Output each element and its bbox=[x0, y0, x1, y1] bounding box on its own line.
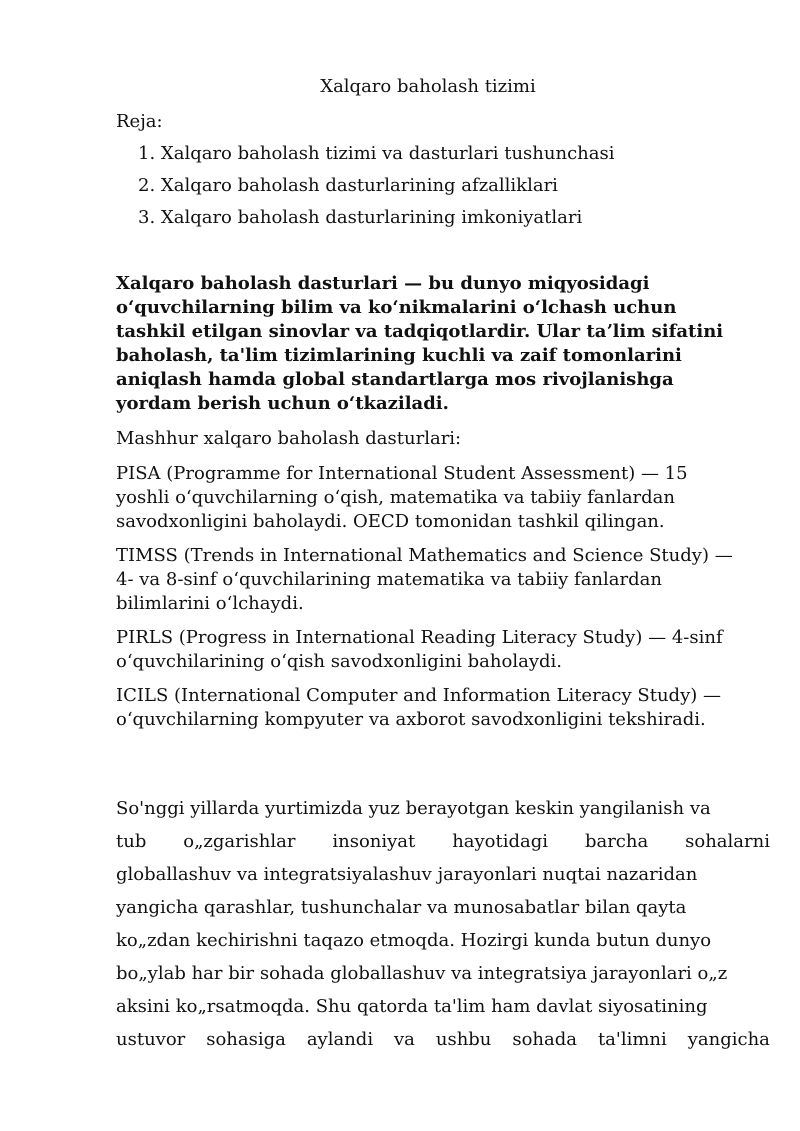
closing-line: yangicha qarashlar, tushunchalar va munosabatlar bilan qayta bbox=[116, 897, 687, 918]
closing-line: ko„zdan kechirishni taqazo etmoqda. Hozirgi kunda butun dunyo bbox=[116, 930, 712, 951]
plan-item: 1. Xalqaro baholash tizimi va dasturlari tushunchasi bbox=[138, 143, 615, 164]
closing-line: aksini ko„rsatmoqda. Shu qatorda ta'lim ham davlat siyosatining bbox=[116, 996, 708, 1017]
closing-line bbox=[116, 1023, 770, 1056]
closing-word: sohasiga bbox=[206, 1029, 286, 1050]
closing-word: ustuvor bbox=[116, 1029, 186, 1050]
plan-item: 3. Xalqaro baholash dasturlarining imkoniyatlari bbox=[138, 207, 583, 228]
plan-list bbox=[138, 142, 614, 238]
closing-word: barcha bbox=[584, 831, 649, 852]
intro-paragraph: Xalqaro baholash dasturlari — bu dunyo miqyosidagi oʻquvchilarning bilim va koʻnikmalarini oʻlchash uchun tashkil etilgan sinovlar va tadqiqotlardir. Ular taʼlim sifatini baholash, ta'lim tizimlarining kuchli va zaif tomonlarini aniqlash hamda global standartlarga mos rivojlanishga yordam berish uchun oʻtkaziladi. bbox=[116, 273, 724, 414]
closing-line: bo„ylab har bir sohada globallashuv va integratsiya jarayonlari o„z bbox=[116, 963, 728, 984]
closing-line bbox=[116, 825, 770, 858]
closing-word: ushbu bbox=[435, 1029, 492, 1050]
plan-heading: Reja: bbox=[116, 111, 163, 132]
closing-line: So'nggi yillarda yurtimizda yuz berayotgan keskin yangilanish va bbox=[116, 798, 711, 819]
closing-word: sohada bbox=[512, 1029, 577, 1050]
program-pirls: PIRLS (Progress in International Reading Literacy Study) — 4-sinf oʻquvchilarining oʻqish savodxonligini baholaydi. bbox=[116, 627, 723, 672]
program-icils: ICILS (International Computer and Information Literacy Study) — oʻquvchilarning kompyuter va axborot savodxonligini tekshiradi. bbox=[116, 685, 721, 730]
document-title: Xalqaro baholash tizimi bbox=[320, 76, 536, 97]
closing-word: tub bbox=[116, 831, 147, 852]
closing-word: ta'limni bbox=[597, 1029, 667, 1050]
programs-heading: Mashhur xalqaro baholash dasturlari: bbox=[116, 428, 462, 449]
closing-word: hayotidagi bbox=[452, 831, 549, 852]
closing-word: yangicha bbox=[687, 1029, 770, 1050]
program-pisa: PISA (Programme for International Student Assessment) — 15 yoshli oʻquvchilarning oʻqish, matematika va tabiiy fanlardan savodxonligini baholaydi. OECD tomonidan tashkil qilingan. bbox=[116, 463, 688, 532]
closing-word: aylandi bbox=[306, 1029, 374, 1050]
closing-word: sohalarni bbox=[685, 831, 770, 852]
program-timss: TIMSS (Trends in International Mathematics and Science Study) — 4- va 8-sinf oʻquvchilarining matematika va tabiiy fanlardan bilimlarini oʻlchaydi. bbox=[116, 545, 733, 614]
plan-item: 2. Xalqaro baholash dasturlarining afzalliklari bbox=[138, 175, 558, 196]
closing-word: insoniyat bbox=[332, 831, 416, 852]
closing-line: globallashuv va integratsiyalashuv jarayonlari nuqtai nazaridan bbox=[116, 864, 698, 885]
closing-word: o„zgarishlar bbox=[183, 831, 296, 852]
closing-word: va bbox=[394, 1029, 415, 1050]
closing-paragraph bbox=[116, 792, 770, 1056]
